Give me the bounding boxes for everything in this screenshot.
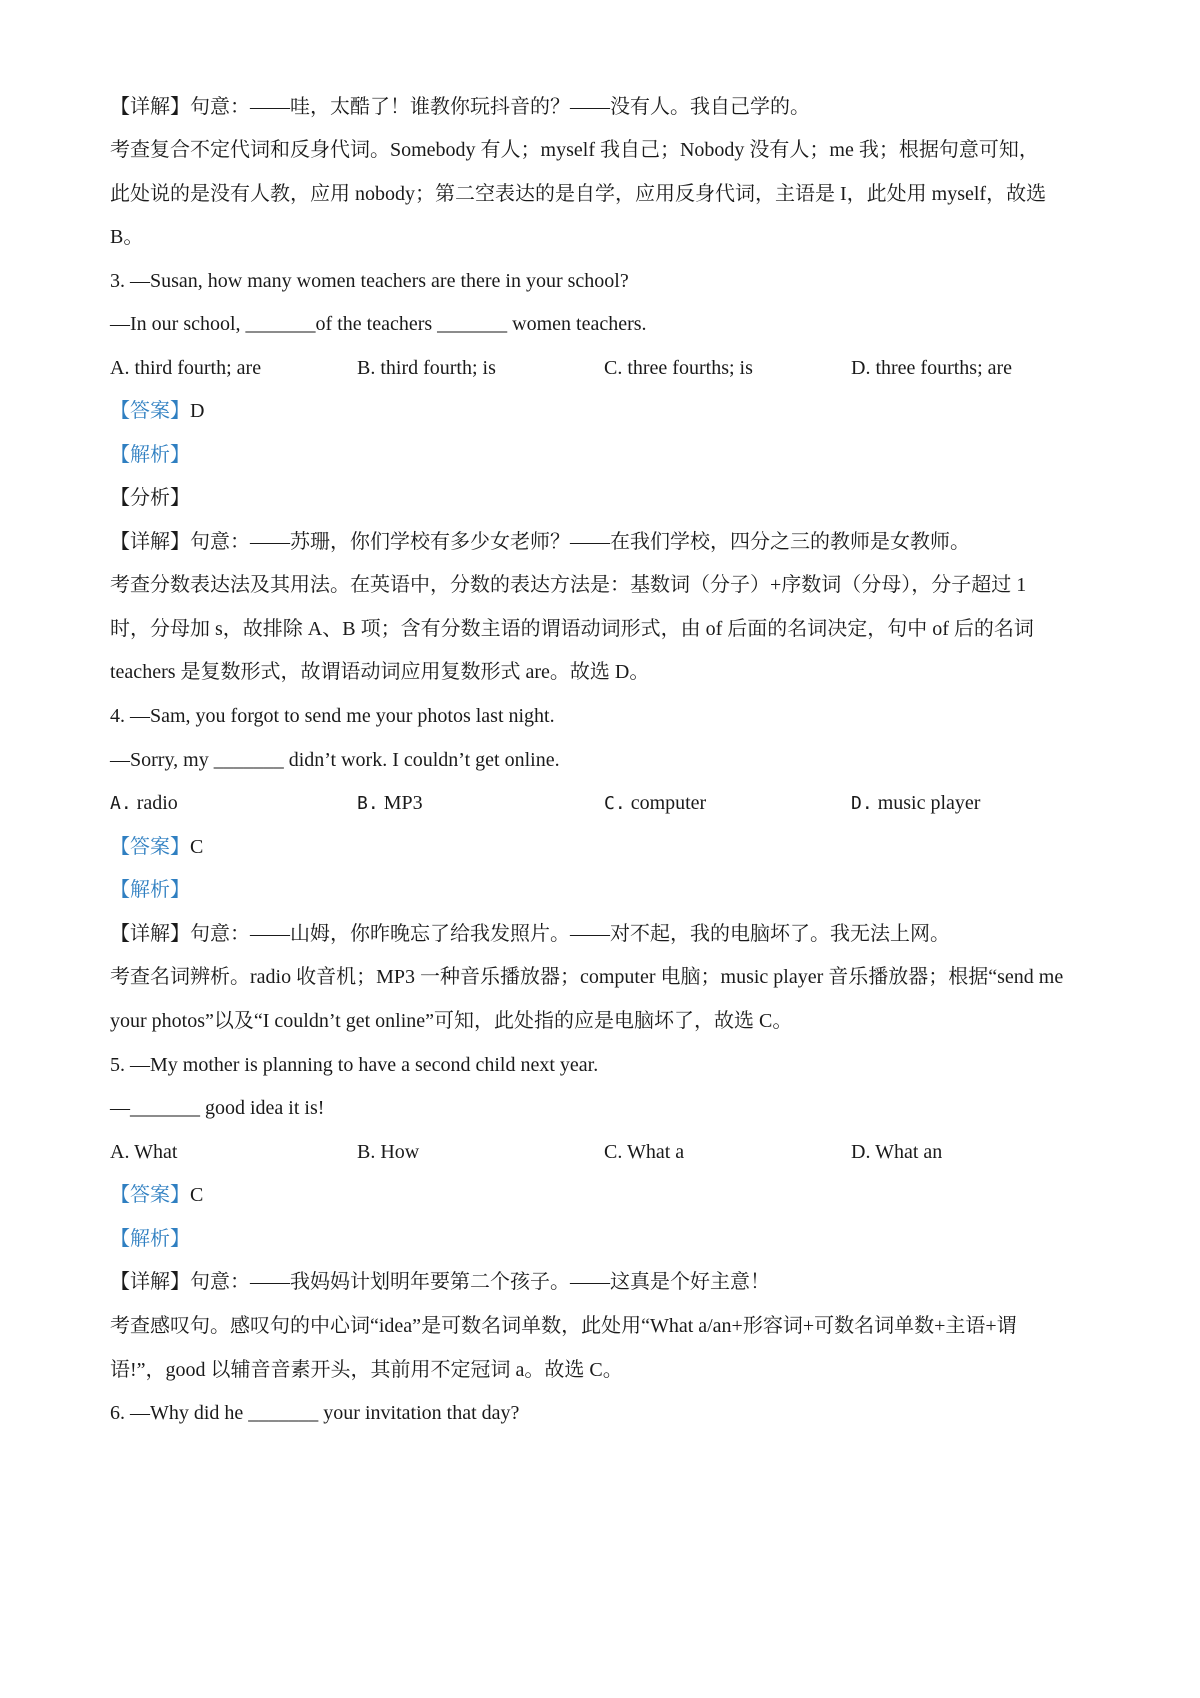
detail-line: 【详解】句意：——哇，太酷了！谁教你玩抖音的？——没有人。我自己学的。: [110, 96, 810, 118]
option-b: B. MP3: [357, 792, 423, 814]
answer-value: D: [190, 400, 205, 422]
explanation-line: B。: [110, 226, 144, 248]
option-b: B. third fourth; is: [357, 357, 496, 379]
explanation-line: 考查分数表达法及其用法。在英语中，分数的表达方法是：基数词（分子）+序数词（分母），分子超过 1: [110, 574, 1027, 596]
question-4: 4. —Sam, you forgot to send me your photos last night.: [110, 705, 555, 727]
option-d: D. three fourths; are: [851, 357, 1013, 379]
analysis-label: 【解析】: [110, 444, 190, 466]
detail-line: 【详解】句意：——山姆，你昨晚忘了给我发照片。——对不起，我的电脑坏了。我无法上网。: [110, 923, 950, 945]
explanation-line: 考查感叹句。感叹句的中心词“idea”是可数名词单数，此处用“What a/an+形容词+可数名词单数+主语+谓: [110, 1315, 1017, 1337]
question-3-reply: —In our school, _______of the teachers _______ women teachers.: [110, 313, 647, 335]
analysis-label: 【解析】: [110, 1228, 190, 1250]
analysis-label: 【解析】: [110, 879, 190, 901]
explanation-line: 考查名词辨析。radio 收音机；MP3 一种音乐播放器；computer 电脑；music player 音乐播放器；根据“send me: [110, 966, 1064, 988]
option-a: A. What: [110, 1141, 178, 1163]
explanation-line: 时，分母加 s，故排除 A、B 项；含有分数主语的谓语动词形式，由 of 后面的名词决定，句中 of 后的名词: [110, 618, 1034, 640]
question-4-options: [110, 788, 1100, 818]
question-3: 3. —Susan, how many women teachers are there in your school?: [110, 270, 629, 292]
explanation-line: 考查复合不定代词和反身代词。Somebody 有人；myself 我自己；Nobody 没有人；me 我；根据句意可知，: [110, 139, 1039, 161]
explanation-line: your photos”以及“I couldn’t get online”可知，此处指的应是电脑坏了，故选 C。: [110, 1010, 793, 1032]
answer-label: 【答案】: [110, 1184, 190, 1206]
explanation-line: teachers 是复数形式，故谓语动词应用复数形式 are。故选 D。: [110, 661, 650, 683]
question-5: 5. —My mother is planning to have a second child next year.: [110, 1054, 599, 1076]
option-c: C. three fourths; is: [604, 357, 753, 379]
option-b: B. How: [357, 1141, 420, 1163]
analysis-sub-label: 【分析】: [110, 487, 190, 509]
answer-4: [110, 832, 1100, 862]
question-4-reply: —Sorry, my _______ didn’t work. I couldn’t get online.: [110, 749, 560, 771]
explanation-line: 语!”，good 以辅音音素开头，其前用不定冠词 a。故选 C。: [110, 1359, 623, 1381]
answer-label: 【答案】: [110, 400, 190, 422]
option-c: C. What a: [604, 1141, 685, 1163]
answer-value: C: [190, 836, 204, 858]
question-6: 6. —Why did he _______ your invitation that day?: [110, 1402, 520, 1424]
question-5-options: [110, 1137, 1100, 1167]
question-3-options: [110, 353, 1100, 383]
answer-5: [110, 1180, 1100, 1210]
question-5-reply: —_______ good idea it is!: [110, 1097, 325, 1119]
answer-value: C: [190, 1184, 204, 1206]
detail-line: 【详解】句意：——我妈妈计划明年要第二个孩子。——这真是个好主意！: [110, 1271, 770, 1293]
detail-line: 【详解】句意：——苏珊，你们学校有多少女老师？——在我们学校，四分之三的教师是女教师。: [110, 531, 970, 553]
answer-label: 【答案】: [110, 836, 190, 858]
option-a: A. third fourth; are: [110, 357, 262, 379]
explanation-line: 此处说的是没有人教，应用 nobody；第二空表达的是自学，应用反身代词，主语是 I，此处用 myself，故选: [110, 183, 1047, 205]
option-d: D. music player: [851, 792, 981, 814]
answer-3: [110, 396, 1100, 426]
option-d: D. What an: [851, 1141, 943, 1163]
option-a: A. radio: [110, 792, 178, 814]
option-c: C. computer: [604, 792, 707, 814]
